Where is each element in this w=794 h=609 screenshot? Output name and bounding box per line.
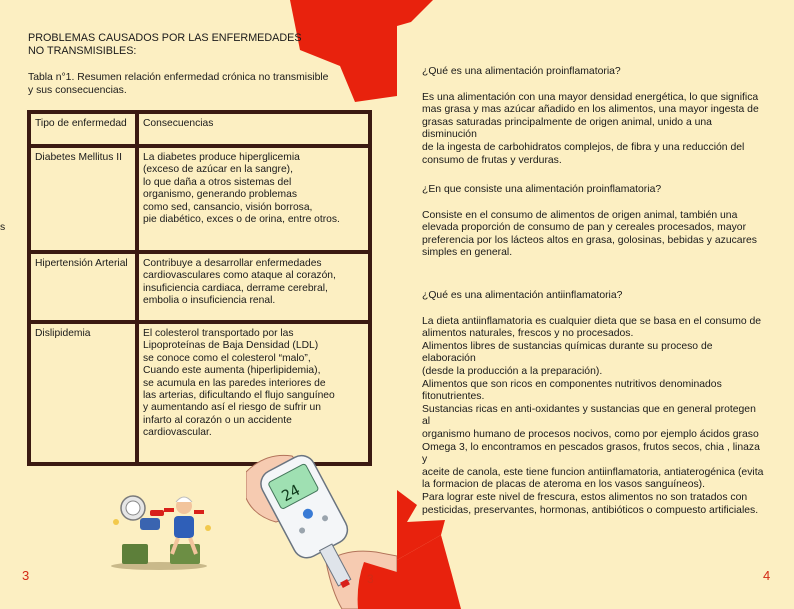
row-disease: Hipertensión Arterial — [31, 254, 135, 320]
section-1 — [422, 66, 764, 167]
section-body: Es una alimentación con una mayor densidad energética, lo que significa mas grasa y mas azúcar añadido en los alimentos, una mayor ingesta de grasas saturadas principalmente de origen animal, unido a una disminución de la ingesta de carbohidratos complejos, de fibra y una reducción del consumo de frutas y verduras. — [422, 91, 759, 166]
section-question: ¿Qué es una alimentación proinflamatoria? — [422, 66, 621, 77]
glucometer-reading: 24 — [278, 480, 303, 506]
center-page-number: 3 — [367, 572, 374, 586]
row-disease: Dislipidemia — [31, 324, 135, 462]
section-body: Consiste en el consumo de alimentos de origen animal, también una elevada proporción de consumo de pan y cereales procesados, mayor preferencia por los lácteos altos en grasa, golosinas, bebidas y azucares simples en general. — [422, 209, 758, 259]
glucometer-illustration — [246, 452, 397, 609]
page-heading: PROBLEMAS CAUSADOS POR LAS ENFERMEDADES NO TRANSMISIBLES: — [28, 32, 302, 57]
table-caption: Tabla n°1. Resumen relación enfermedad crónica no transmisible y sus consecuencias. — [28, 72, 329, 96]
elderly-exercise-illustration — [100, 488, 218, 570]
section-body: La dieta antiinflamatoria es cualquier dieta que se basa en el consumo de alimentos naturales, frescos y no procesados. Alimentos libres de sustancias químicas durante su proceso de elaboración (desde la producción a la preparación). Alimentos que son ricos en componentes nutritivos denominados fitonutrientes. Sustancias ricas en anti-oxidantes y sustancias que en general protegen al organismo humano de procesos nocivos, como por ejemplo ácidos graso Omega 3, lo encontramos en pescados grasos, frutos secos, chia , linaza y aceite de canola, este tiene funcion antiinflamatoria, antiaterogénica (evita la formacion de placas de ateroma en los vasos sanguíneos). Para lograr este nivel de frescura, estos alimentos no son tratados con pesticidas, preservantes, hormonas, antibióticos o compuesto artificiales. — [422, 315, 764, 516]
disease-table — [27, 110, 372, 466]
section-question: ¿En que consiste una alimentación proinflamatoria? — [422, 184, 662, 195]
section-3 — [422, 290, 764, 517]
row-consequences: El colesterol transportado por las Lipoproteínas de Baja Densidad (LDL) se conoce como el colesterol “malo”, Cuando este aumenta (hiperlipidemia), se acumula en las paredes interiores de las arterias, dificultando el flujo sanguíneo y aumentando así el riesgo de sufrir un infarto al corazón o un accidente cardiovascular. — [139, 324, 368, 462]
section-2 — [422, 184, 764, 260]
right-page — [397, 0, 794, 609]
row-disease: Diabetes Mellitus II — [31, 148, 135, 250]
header-consequences: Consecuencias — [139, 114, 368, 144]
page-number-right: 4 — [763, 568, 771, 583]
table-header-row — [31, 114, 368, 144]
table-row — [31, 254, 368, 320]
row-consequences: La diabetes produce hiperglicemia (exceso de azúcar en la sangre), lo que daña a otros sistemas del organismo, generando problemas como sed, cansancio, visión borrosa, pie diabético, exces o de orina, entre otros. — [139, 148, 368, 250]
header-disease-type: Tipo de enfermedad — [31, 114, 135, 144]
section-question: ¿Qué es una alimentación antiinflamatoria? — [422, 290, 623, 301]
row-consequences: Contribuye a desarrollar enfermedades cardiovasculares como ataque al corazón, insuficiencia cardiaca, derrame cerebral, embolia o insuficiencia renal. — [139, 254, 368, 320]
edge-fragment: s — [0, 222, 6, 233]
table-row — [31, 324, 368, 462]
page-number-left: 3 — [22, 568, 30, 583]
table-row — [31, 148, 368, 250]
